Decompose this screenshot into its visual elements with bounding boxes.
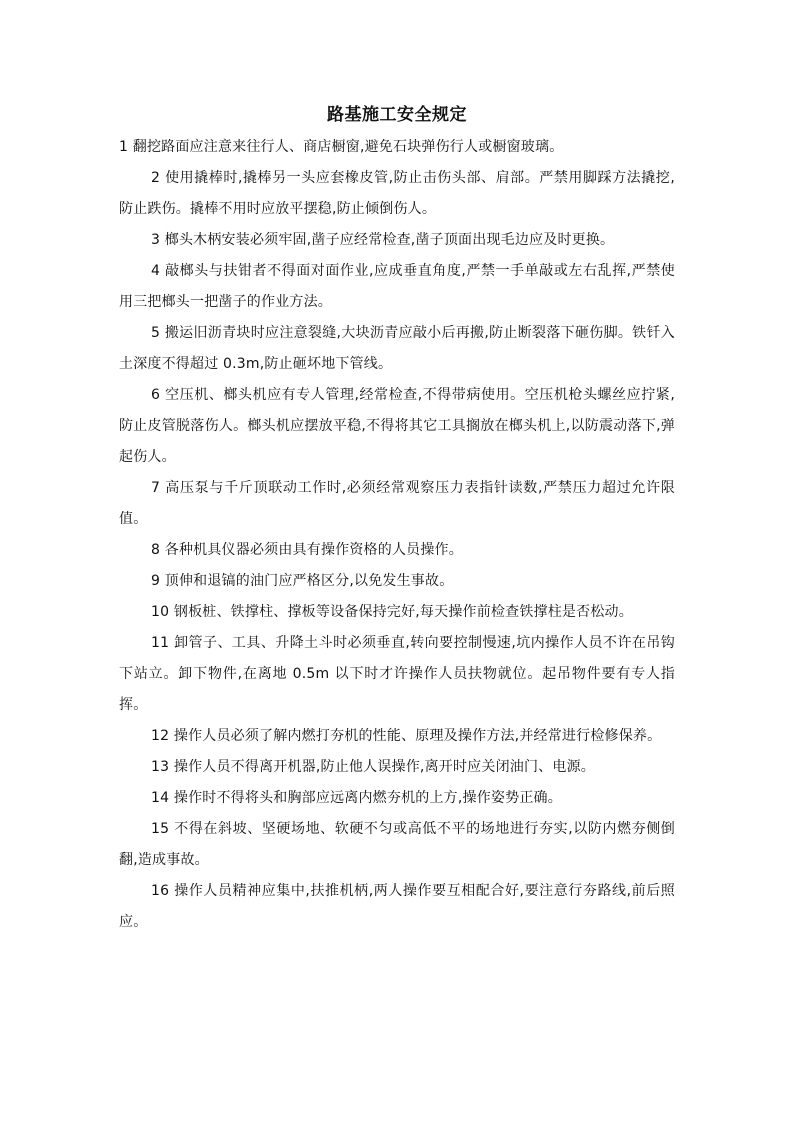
regulation-item-12: 12 操作人员必须了解内燃打夯机的性能、原理及操作方法,并经常进行检修保养。 [151, 728, 662, 744]
regulation-item-10: 10 钢板桩、铁撑柱、撑板等设备保持完好,每天操作前检查铁撑柱是否松动。 [151, 604, 633, 620]
regulation-item-9: 9 顶伸和退镐的油门应严格区分,以免发生事故。 [151, 573, 454, 589]
regulation-list [119, 132, 675, 938]
regulation-item-3: 3 榔头木柄安装必须牢固,凿子应经常检查,凿子顶面出现毛边应及时更换。 [151, 232, 615, 248]
regulation-item-7: 7 高压泵与千斤顶联动工作时,必须经常观察压力表指针读数,严禁压力超过允许限值。 [119, 480, 675, 527]
document-title: 路基施工安全规定 [327, 105, 467, 125]
regulation-item-11: 11 卸管子、工具、升降土斗时必须垂直,转向要控制慢速,坑内操作人员不许在吊钩下站立。卸下物件,在离地 0.5m 以下时才许操作人员扶物就位。起吊物件要有专人指挥。 [119, 635, 675, 713]
regulation-item-15: 15 不得在斜坡、坚硬场地、软硬不匀或高低不平的场地进行夯实,以防内燃夯侧倒翻,造成事故。 [119, 821, 675, 868]
document-page [119, 104, 675, 938]
regulation-item-4: 4 敲榔头与扶钳者不得面对面作业,应成垂直角度,严禁一手单敲或左右乱挥,严禁使用三把榔头一把凿子的作业方法。 [119, 263, 675, 310]
regulation-item-14: 14 操作时不得将头和胸部应远离内燃夯机的上方,操作姿势正确。 [151, 790, 562, 806]
regulation-item-2: 2 使用撬棒时,撬棒另一头应套橡皮管,防止击伤头部、肩部。严禁用脚踩方法撬挖,防止跌伤。撬棒不用时应放平摆稳,防止倾倒伤人。 [119, 170, 675, 217]
regulation-item-16: 16 操作人员精神应集中,扶推机柄,两人操作要互相配合好,要注意行夯路线,前后照应。 [119, 883, 675, 930]
regulation-item-8: 8 各种机具仪器必须由具有操作资格的人员操作。 [151, 542, 463, 558]
regulation-item-1: 1 翻挖路面应注意来往行人、商店橱窗,避免石块弹伤行人或橱窗玻璃。 [119, 139, 564, 155]
regulation-item-13: 13 操作人员不得离开机器,防止他人误操作,离开时应关闭油门、电源。 [151, 759, 595, 775]
regulation-item-6: 6 空压机、榔头机应有专人管理,经常检查,不得带病使用。空压机枪头螺丝应拧紧,防止皮管脱落伤人。榔头机应摆放平稳,不得将其它工具搁放在榔头机上,以防震动落下,弹起伤人。 [119, 387, 675, 465]
regulation-item-5: 5 搬运旧沥青块时应注意裂缝,大块沥青应敲小后再搬,防止断裂落下砸伤脚。铁钎入土深度不得超过 0.3m,防止砸坏地下管线。 [119, 325, 675, 372]
